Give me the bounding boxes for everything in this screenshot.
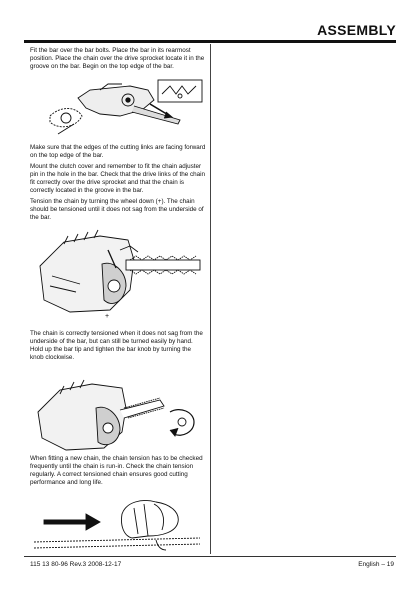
chain-glove-illustration [30, 492, 206, 552]
column-divider [210, 44, 211, 554]
figure-bar-knob [30, 372, 206, 452]
paragraph-new-chain: When fitting a new chain, the chain tension has to be checked frequently until the chain is run-in. Check the chain tension regularly. A correct tensioned chain ensures good cutting performance and long life. [30, 455, 203, 486]
section-title: ASSEMBLY [317, 22, 396, 38]
bar-knob-illustration [30, 372, 206, 452]
tension-plus-sign: + [105, 313, 110, 320]
paragraph-tension-chain: Tension the chain by turning the wheel down (+). The chain should be tensioned until it does not sag from the underside of the bar. [30, 198, 204, 221]
page-number: English – 19 [358, 561, 394, 568]
paragraph-cutting-links: Make sure that the edges of the cutting links are facing forward on the top edge of the bar. [30, 144, 206, 159]
paragraph-correct-tension: The chain is correctly tensioned when it does not sag from the underside of the bar, but can still be turned easily by hand. Hold up the bar tip and tighten the bar knob by turning the knob clockwise. [30, 330, 203, 361]
figure-chain-tensioning [30, 220, 206, 320]
figure-chain-glove [30, 492, 206, 552]
document-id: 115 13 80-96 Rev.3 2008-12-17 [30, 561, 122, 568]
chain-fitting-illustration [30, 76, 206, 140]
paragraph-fit-bar: Fit the bar over the bar bolts. Place the bar in its rearmost position. Place the chain over the drive sprocket locate it in the groove on the bar. Begin on the top edge of the bar. [30, 47, 205, 70]
header-rule [24, 40, 396, 43]
footer-rule [24, 556, 396, 557]
paragraph-clutch-cover: Mount the clutch cover and remember to fit the chain adjuster pin in the hole in the bar. Check that the drive links of the chain fit correctly over the drive sprocket and that the chain is correctly located in the groove in the bar. [30, 163, 206, 194]
figure-chain-fitting [30, 76, 206, 140]
chain-tensioning-illustration [30, 220, 206, 320]
